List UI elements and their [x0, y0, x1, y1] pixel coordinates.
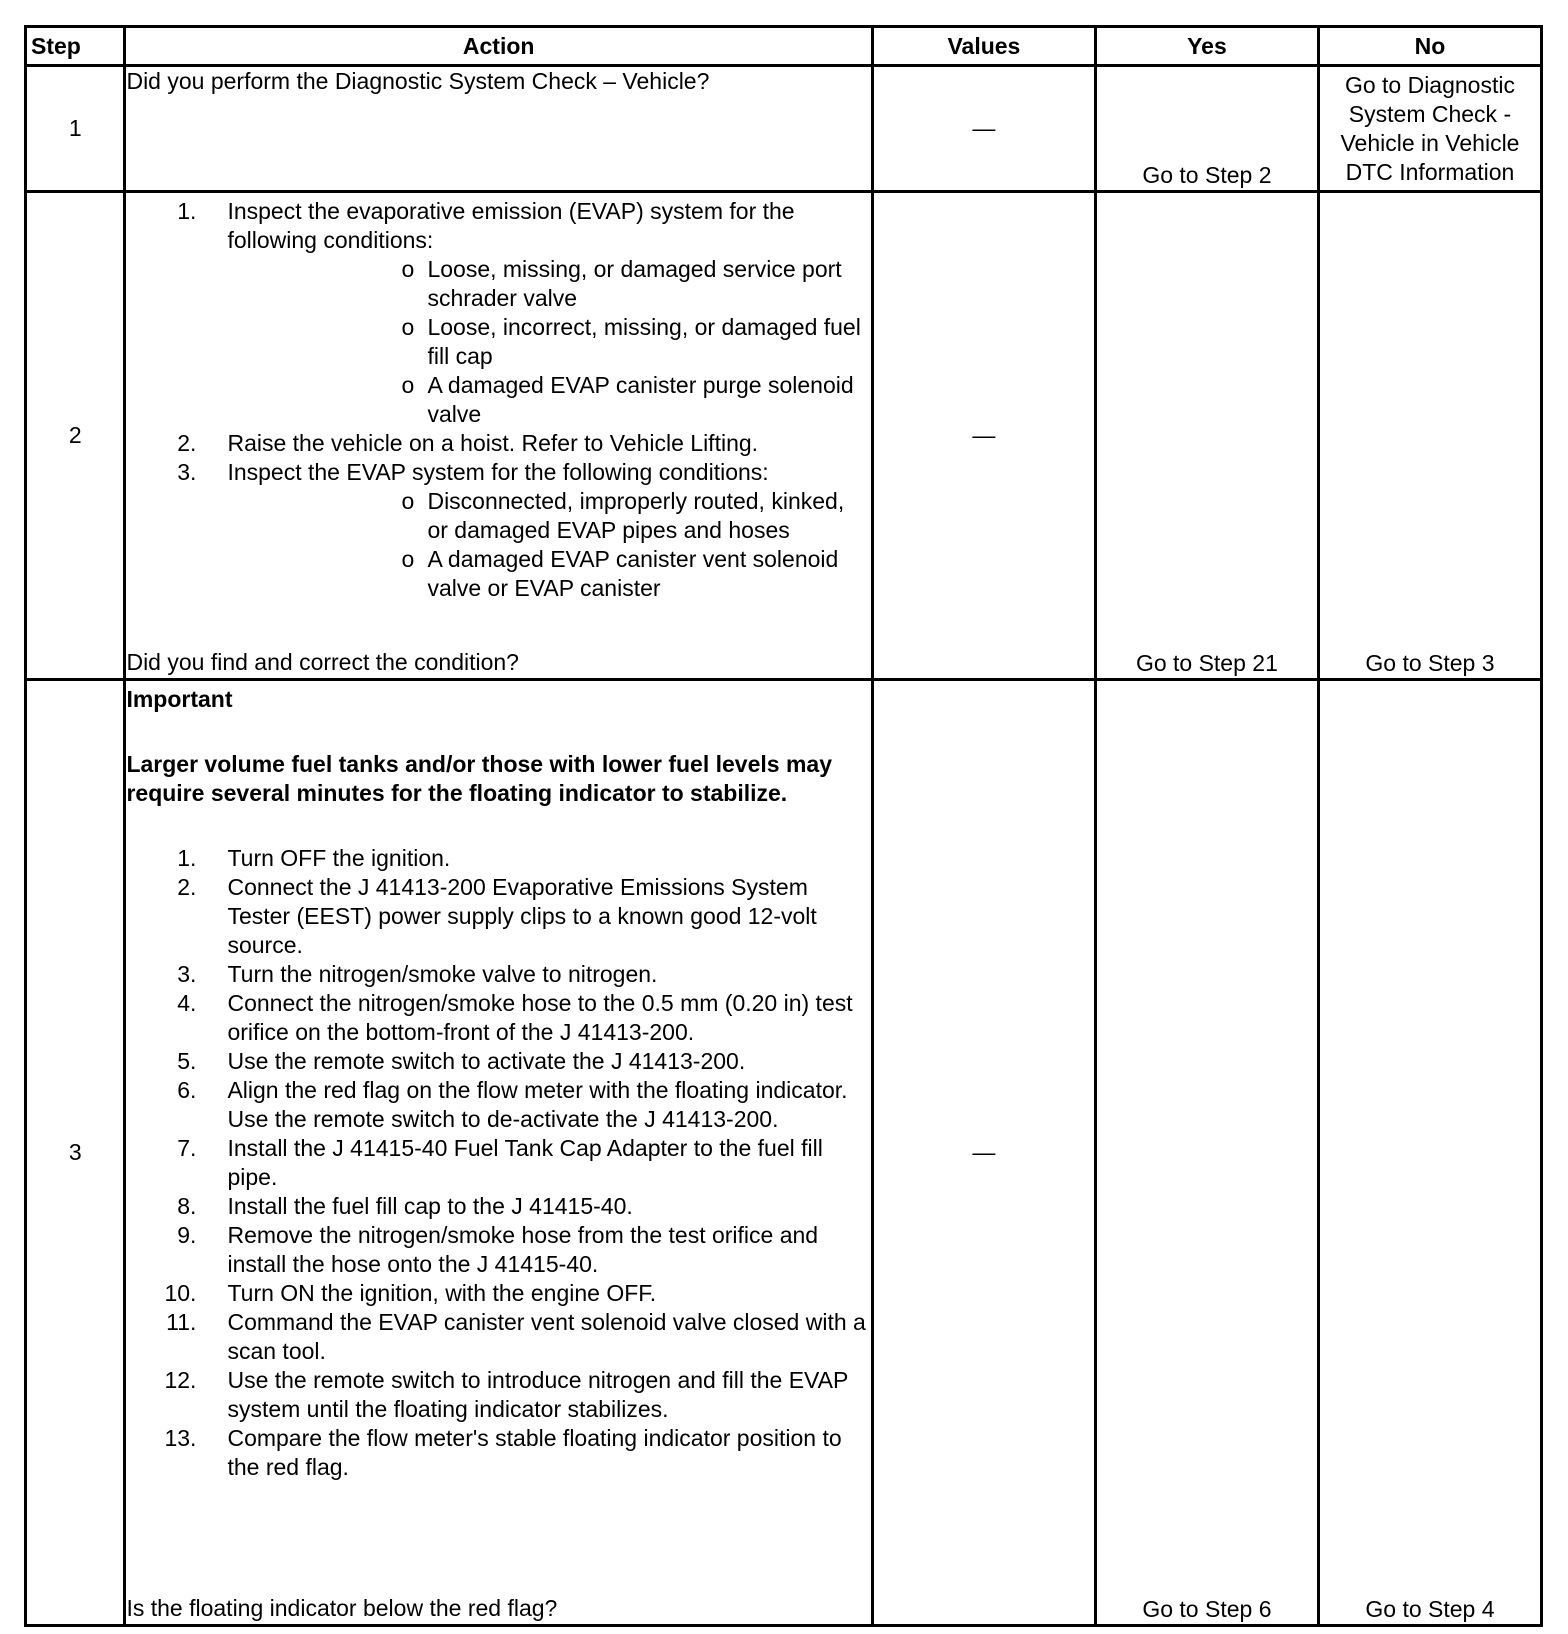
item-text: Command the EVAP canister vent solenoid valve closed with a scan tool.: [227, 1309, 866, 1364]
values-cell: —: [872, 66, 1095, 192]
item-number: 1.: [177, 198, 197, 224]
item-text: Use the remote switch to introduce nitrogen and fill the EVAP system until the floating indicator stabilizes.: [227, 1367, 848, 1422]
action-question: Did you perform the Diagnostic System Check – Vehicle?: [126, 68, 710, 94]
item-number: 9.: [177, 1222, 197, 1248]
header-yes: Yes: [1095, 27, 1318, 66]
sub-item: [126, 545, 870, 603]
sub-list-holder: [126, 487, 870, 603]
header-row: [26, 27, 1542, 66]
action-cell: [125, 66, 872, 192]
list-item: [126, 1308, 870, 1366]
item-number: 13.: [164, 1425, 197, 1451]
step-number: 2: [26, 192, 125, 680]
action-cell: [125, 680, 872, 1626]
action-question: Did you find and correct the condition?: [126, 649, 519, 675]
item-text: Use the remote switch to activate the J 41413-200.: [227, 1048, 746, 1074]
item-text: Compare the flow meter's stable floating indicator position to the red flag.: [227, 1425, 842, 1480]
bullet: o: [401, 488, 415, 514]
yes-cell: Go to Step 6: [1095, 680, 1318, 1626]
diagnostic-table: [24, 25, 1543, 1627]
item-number: 7.: [177, 1135, 197, 1161]
list-item: [126, 197, 870, 255]
item-number: 3.: [177, 459, 197, 485]
table-row: [26, 192, 1542, 680]
list-item: [126, 1076, 870, 1134]
list-item: [126, 873, 870, 960]
step-number: 1: [26, 66, 125, 192]
list-item: [126, 1192, 870, 1221]
item-number: 1.: [177, 845, 197, 871]
step-number: 3: [26, 680, 125, 1626]
sub-item-text: A damaged EVAP canister vent solenoid valve or EVAP canister: [427, 546, 839, 601]
list-item: [126, 989, 870, 1047]
item-number: 12.: [164, 1367, 197, 1393]
values-cell: —: [872, 192, 1095, 680]
sub-item-text: Disconnected, improperly routed, kinked, or damaged EVAP pipes and hoses: [427, 488, 845, 543]
item-number: 4.: [177, 990, 197, 1016]
table-row: [26, 680, 1542, 1626]
list-item: [126, 1047, 870, 1076]
item-text: Connect the nitrogen/smoke hose to the 0.5 mm (0.20 in) test orifice on the bottom-front of the J 41413-200.: [227, 990, 853, 1045]
action-cell: [125, 192, 872, 680]
important-text: Larger volume fuel tanks and/or those with lower fuel levels may require several minutes for the floating indicator to stabilize.: [126, 751, 832, 806]
item-text: Turn OFF the ignition.: [227, 845, 451, 871]
item-text: Inspect the EVAP system for the following conditions:: [227, 459, 769, 485]
yes-cell: Go to Step 2: [1095, 66, 1318, 192]
header-values: Values: [872, 27, 1095, 66]
list-item: [126, 1279, 870, 1308]
item-text: Install the fuel fill cap to the J 41415-40.: [227, 1193, 633, 1219]
sub-list-holder: [126, 255, 870, 429]
item-text: Raise the vehicle on a hoist. Refer to Vehicle Lifting.: [227, 430, 759, 456]
list-item: [126, 429, 870, 458]
item-text: Remove the nitrogen/smoke hose from the test orifice and install the hose onto the J 41415-40.: [227, 1222, 819, 1277]
bullet: o: [401, 256, 415, 282]
yes-cell: Go to Step 21: [1095, 192, 1318, 680]
sub-item-text: A damaged EVAP canister purge solenoid valve: [427, 372, 854, 427]
header-no: No: [1318, 27, 1541, 66]
action-steps: [126, 197, 870, 603]
sub-item: [126, 371, 870, 429]
list-item: [126, 844, 870, 873]
action-steps: [126, 844, 870, 1482]
list-item: [126, 458, 870, 487]
item-number: 3.: [177, 961, 197, 987]
action-question: Is the floating indicator below the red flag?: [126, 1595, 558, 1621]
item-number: 8.: [177, 1193, 197, 1219]
bullet: o: [401, 546, 415, 572]
header-action: Action: [125, 27, 872, 66]
bullet: o: [401, 372, 415, 398]
item-text: Inspect the evaporative emission (EVAP) system for the following conditions:: [227, 198, 795, 253]
item-text: Align the red flag on the flow meter with the floating indicator. Use the remote switch to de-activate the J 41413-200.: [227, 1077, 848, 1132]
sub-item: [126, 313, 870, 371]
sub-list: [126, 255, 870, 429]
item-text: Turn ON the ignition, with the engine OFF.: [227, 1280, 657, 1306]
values-cell: —: [872, 680, 1095, 1626]
sub-item: [126, 255, 870, 313]
no-cell: Go to Step 3: [1318, 192, 1541, 680]
important-title: Important: [126, 686, 233, 712]
item-number: 5.: [177, 1048, 197, 1074]
sub-item-text: Loose, incorrect, missing, or damaged fuel fill cap: [427, 314, 861, 369]
item-text: Install the J 41415-40 Fuel Tank Cap Adapter to the fuel fill pipe.: [227, 1135, 823, 1190]
sub-item-text: Loose, missing, or damaged service port schrader valve: [427, 256, 842, 311]
item-number: 6.: [177, 1077, 197, 1103]
list-item: [126, 1366, 870, 1424]
item-number: 2.: [177, 874, 197, 900]
item-number: 2.: [177, 430, 197, 456]
sub-list: [126, 487, 870, 603]
no-cell: Go to Step 4: [1318, 680, 1541, 1626]
item-text: Connect the J 41413-200 Evaporative Emissions System Tester (EEST) power supply clips to a known good 12-volt source.: [227, 874, 817, 958]
table-row: [26, 66, 1542, 192]
item-text: Turn the nitrogen/smoke valve to nitrogen.: [227, 961, 658, 987]
list-item: [126, 1134, 870, 1192]
no-cell: Go to Diagnostic System Check - Vehicle in Vehicle DTC Information: [1318, 66, 1541, 192]
item-number: 10.: [164, 1280, 197, 1306]
sub-item: [126, 487, 870, 545]
bullet: o: [401, 314, 415, 340]
list-item: [126, 1424, 870, 1482]
list-item: [126, 960, 870, 989]
header-step: Step: [26, 27, 125, 66]
list-item: [126, 1221, 870, 1279]
item-number: 11.: [166, 1309, 197, 1335]
